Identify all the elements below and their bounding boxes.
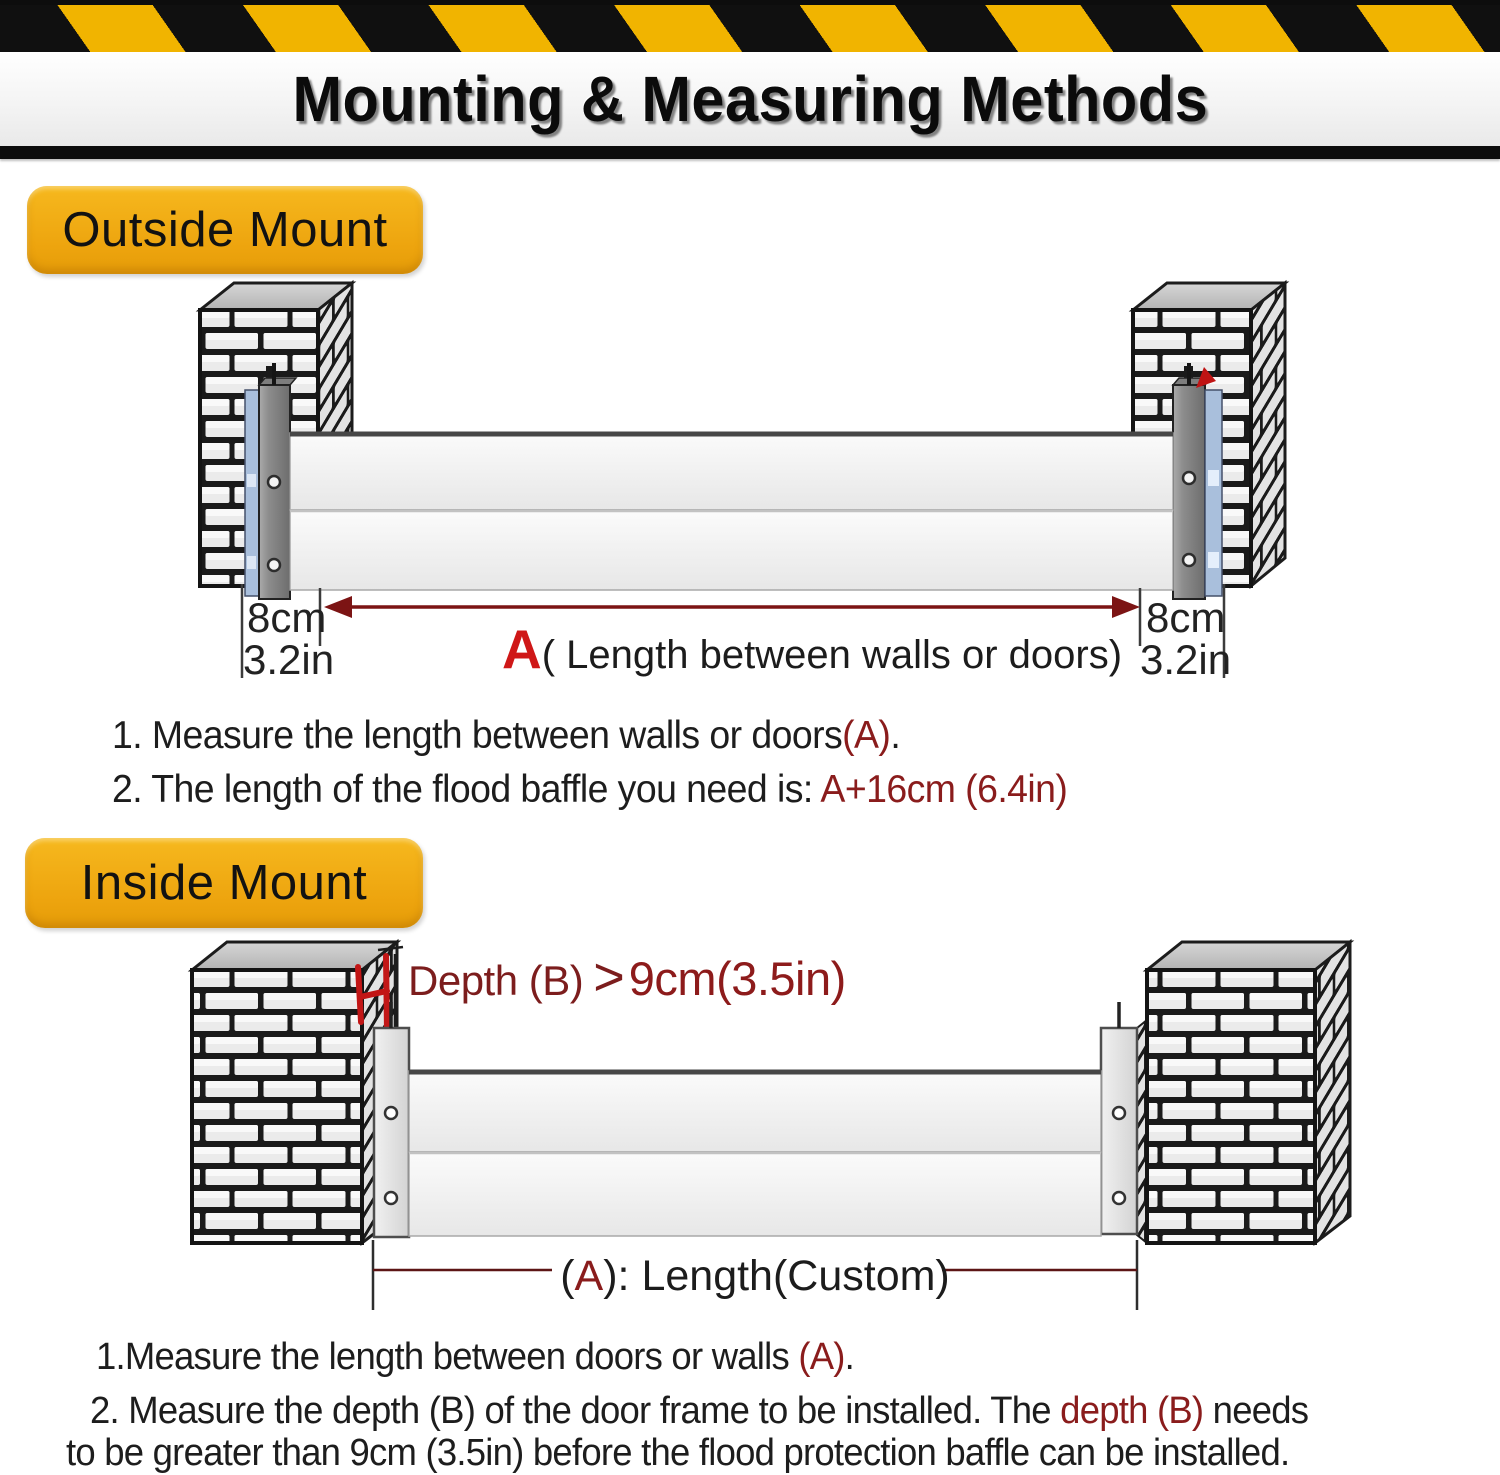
screw-hole bbox=[268, 476, 280, 488]
caution-stripe-banner bbox=[0, 0, 1500, 52]
screw-hole bbox=[385, 1192, 397, 1204]
right-mount-channel bbox=[1101, 1002, 1137, 1234]
inside-step-1: 1.Measure the length between doors or walls (A). bbox=[96, 1336, 855, 1378]
screw-hole bbox=[268, 559, 280, 571]
inside-mount-tag-label: Inside Mount bbox=[80, 856, 368, 910]
left-offset-cm: 8cm bbox=[247, 594, 327, 641]
left-seal-strip bbox=[245, 390, 259, 596]
depth-requirement-label: Depth (B) > 9cm(3.5in) bbox=[408, 947, 846, 1007]
span-a-letter: A bbox=[502, 618, 542, 680]
right-seal-strip bbox=[1205, 390, 1222, 596]
right-offset-in: 3.2in bbox=[1140, 636, 1232, 683]
left-brick-pillar bbox=[192, 942, 397, 1243]
screw-hole bbox=[1113, 1192, 1125, 1204]
outside-mount-tag-label: Outside Mount bbox=[62, 203, 388, 257]
span-a-text: ( Length between walls or doors) bbox=[541, 633, 1123, 677]
length-custom-label: (A): Length(Custom) bbox=[560, 1252, 950, 1300]
right-brick-pillar bbox=[1137, 942, 1350, 1243]
outside-step-1: 1. Measure the length between walls or doors(A). bbox=[112, 714, 901, 757]
flood-barrier-panel bbox=[409, 1071, 1101, 1236]
span-a-label bbox=[502, 618, 1123, 680]
inside-step-2-line-1: 2. Measure the depth (B) of the door frame to be installed. The depth (B) needs bbox=[90, 1390, 1309, 1432]
left-offset-in: 3.2in bbox=[243, 636, 335, 683]
outside-mount-tag bbox=[27, 186, 423, 274]
outside-step-2: 2. The length of the flood baffle you need is: A+16cm (6.4in) bbox=[112, 768, 1068, 811]
outside-mount-diagram bbox=[200, 283, 1285, 678]
title-band bbox=[0, 52, 1500, 146]
inside-step-2-line-2: to be greater than 9cm (3.5in) before the flood protection baffle can be installed. bbox=[66, 1432, 1290, 1474]
span-arrow bbox=[324, 596, 1140, 618]
header-divider bbox=[0, 146, 1500, 159]
left-mount-channel bbox=[374, 1002, 409, 1237]
inside-mount-tag bbox=[25, 838, 423, 928]
right-offset-cm: 8cm bbox=[1146, 594, 1226, 641]
screw-hole bbox=[1113, 1107, 1125, 1119]
flood-barrier-panel bbox=[290, 433, 1173, 590]
screw-hole bbox=[385, 1107, 397, 1119]
screw-hole bbox=[1183, 554, 1195, 566]
page-title: Mounting & Measuring Methods bbox=[292, 63, 1208, 135]
screw-hole bbox=[1183, 472, 1195, 484]
